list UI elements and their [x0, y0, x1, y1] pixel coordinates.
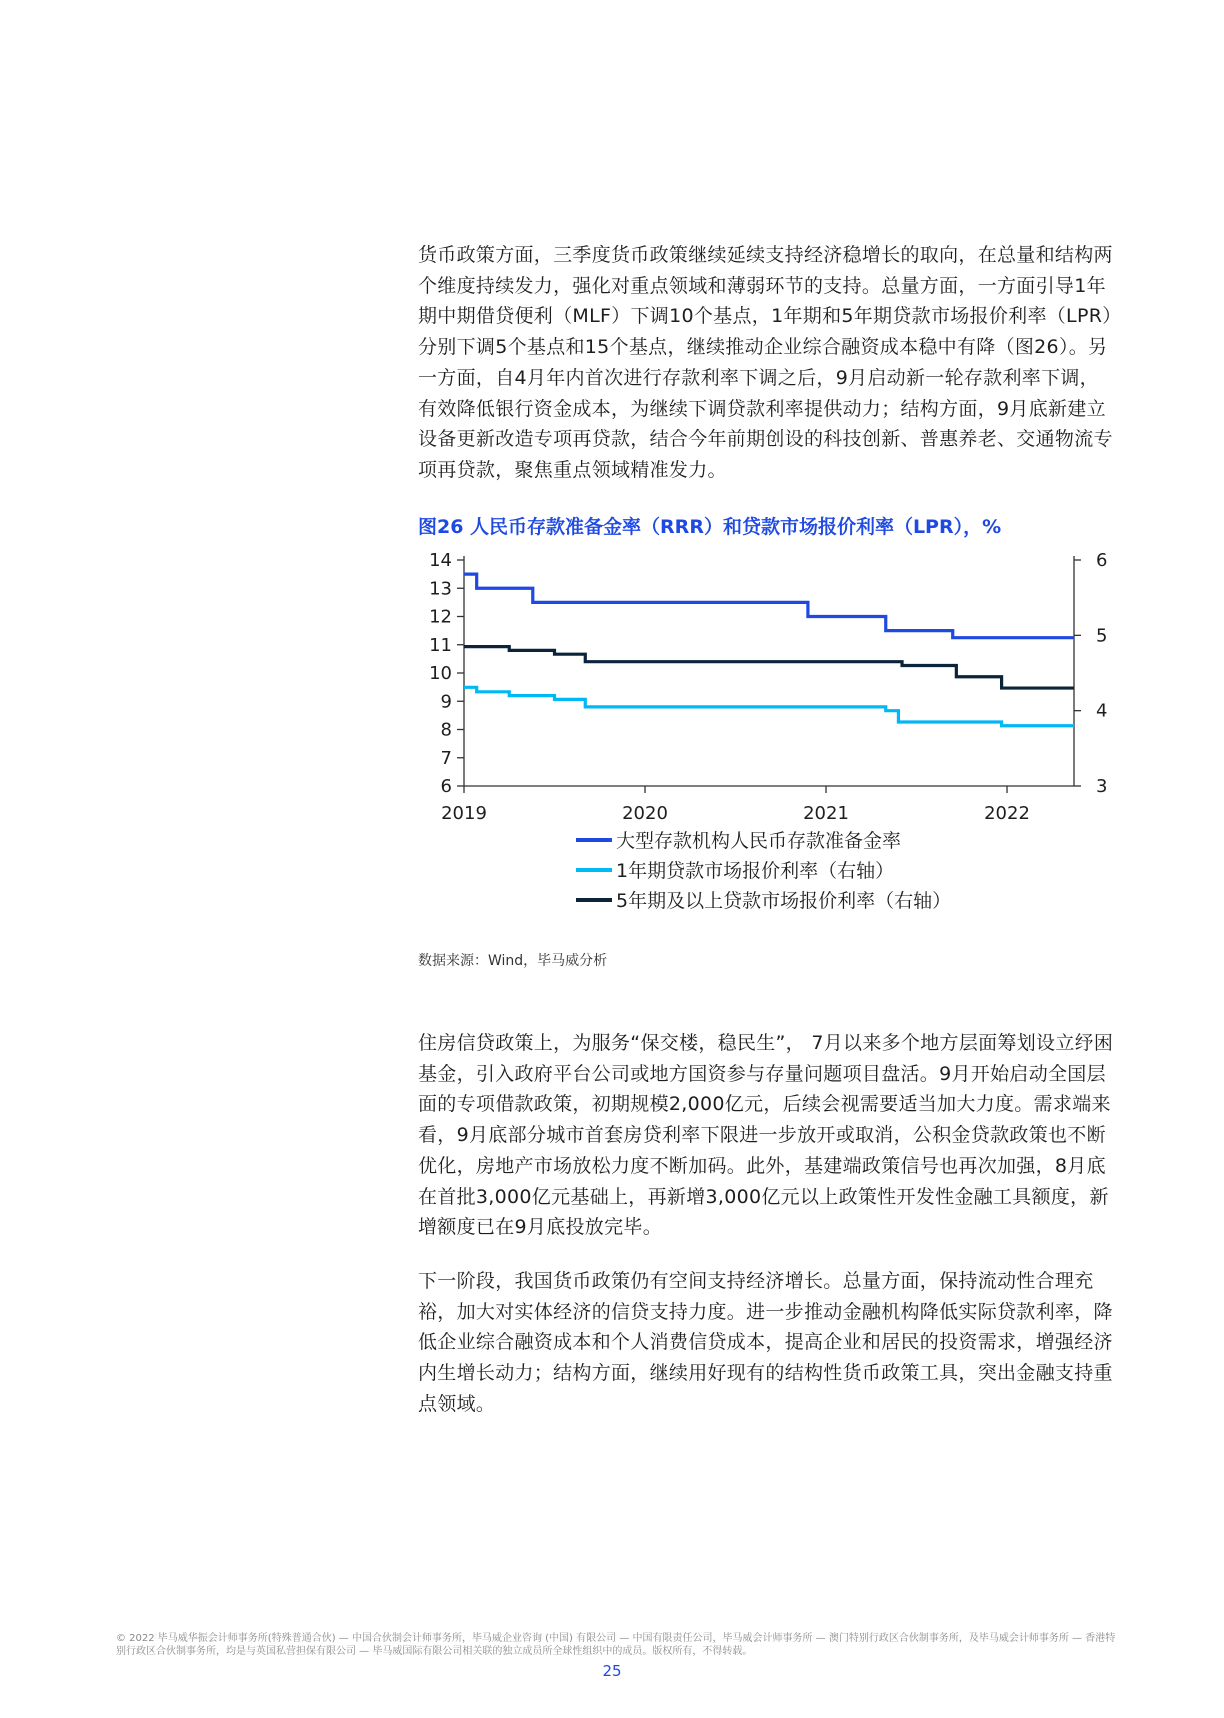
data-source-note: 数据来源：Wind，毕马威分析	[418, 953, 608, 969]
series-line-1	[464, 574, 1074, 638]
y-right-tick-label: 3	[1096, 776, 1108, 797]
x-tick-label: 2022	[984, 803, 1030, 824]
x-tick-label: 2019	[441, 803, 487, 824]
figure-title: 图26 人民币存款准备金率（RRR）和贷款市场报价利率（LPR），%	[418, 516, 1002, 538]
y-left-tick-label: 10	[429, 663, 452, 684]
y-left-tick-label: 12	[429, 606, 452, 628]
y-left-tick-label: 9	[440, 691, 452, 713]
series-line-2	[464, 687, 1074, 725]
series-line-3	[464, 647, 1074, 688]
y-right-tick-label: 6	[1096, 550, 1108, 571]
x-tick-label: 2021	[803, 803, 849, 824]
copyright-footer: © 2022 毕马威华振会计师事务所(特殊普通合伙) — 中国合伙制会计师事务所，毕马威企业咨询 (中国) 有限公司 — 中国有限责任公司，毕马威会计师事务所 — 澳门特别行政区合伙制事务所，及毕马威会计师事务所 — 香港特别行政区合伙制事务所，均是与英国私营担保有限公司 — 毕马威国际有限公司相关联的独立成员所全球性组织中的成员。版权所有，不得转载。	[116, 1633, 1116, 1657]
y-left-tick-label: 13	[429, 578, 452, 600]
y-left-tick-label: 11	[429, 634, 452, 656]
legend-label-3: 5年期及以上贷款市场报价利率（右轴）	[616, 890, 952, 912]
rrr-lpr-chart	[410, 540, 1130, 940]
x-tick-label: 2020	[622, 803, 668, 824]
chart-series-lines	[464, 574, 1074, 726]
y-left-tick-label: 8	[440, 719, 452, 741]
chart-legend	[576, 830, 951, 912]
paragraph-housing-credit: 住房信贷政策上，为服务“保交楼，稳民生”， 7月以来多个地方层面筹划设立纾困基金，引入政府平台公司或地方国资参与存量问题项目盘活。9月开始启动全国层面的专项借款政策，初期规模2,000亿元，后续会视需要适当加大力度。需求端来看，9月底部分城市首套房贷利率下限进一步放开或取消，公积金贷款政策也不断优化，房地产市场放松力度不断加码。此外，基建端政策信号也再次加强，8月底在首批3,000亿元基础上，再新增3,000亿元以上政策性开发性金融工具额度，新增额度已在9月底投放完毕。	[418, 1032, 1114, 1239]
y-left-tick-label: 14	[429, 550, 452, 571]
y-right-tick-label: 5	[1096, 625, 1108, 647]
paragraph-outlook: 下一阶段，我国货币政策仍有空间支持经济增长。总量方面，保持流动性合理充裕，加大对实体经济的信贷支持力度。进一步推动金融机构降低实际贷款利率，降低企业综合融资成本和个人消费信贷成本，提高企业和居民的投资需求，增强经济内生增长动力；结构方面，继续用好现有的结构性货币政策工具，突出金融支持重点领域。	[418, 1270, 1113, 1415]
page-number: 25	[602, 1662, 622, 1680]
legend-label-2: 1年期贷款市场报价利率（右轴）	[616, 860, 895, 882]
paragraph-monetary-policy: 货币政策方面，三季度货币政策继续延续支持经济稳增长的取向，在总量和结构两个维度持续发力，强化对重点领域和薄弱环节的支持。总量方面，一方面引导1年期中期借贷便利（MLF）下调10个基点，1年期和5年期贷款市场报价利率（LPR）分别下调5个基点和15个基点，继续推动企业综合融资成本稳中有降（图26）。另一方面，自4月年内首次进行存款利率下调之后，9月启动新一轮存款利率下调，有效降低银行资金成本，为继续下调贷款利率提供动力；结构方面，9月底新建立设备更新改造专项再贷款，结合今年前期创设的科技创新、普惠养老、交通物流专项再贷款，聚焦重点领域精准发力。	[418, 244, 1113, 481]
legend-label-1: 大型存款机构人民币存款准备金率	[616, 830, 902, 852]
y-left-tick-label: 6	[440, 776, 452, 797]
y-right-tick-label: 4	[1096, 700, 1108, 722]
y-left-tick-label: 7	[440, 747, 452, 769]
